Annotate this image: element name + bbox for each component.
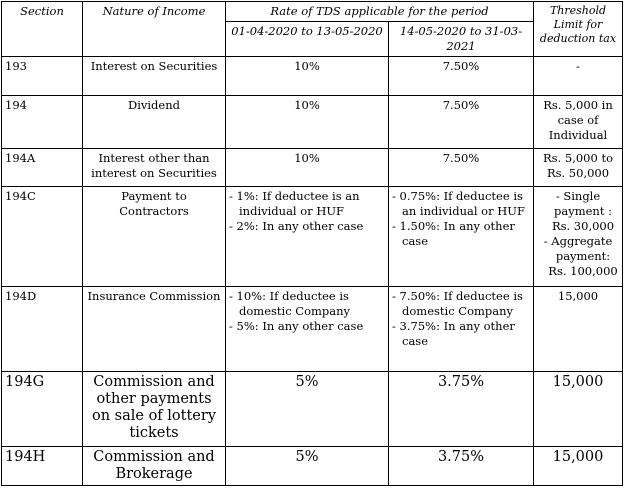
rate1-cell: 10% (226, 149, 389, 187)
table-row (2, 187, 623, 287)
threshold-cell: Rs. 5,000 in case of Individual (534, 96, 623, 149)
header-period-1: 01-04-2020 to 13-05-2020 (226, 22, 389, 57)
table-row (2, 287, 623, 372)
nature-cell: Interest on Securities (83, 57, 226, 96)
header-nature-of-income: Nature of Income (83, 2, 226, 57)
threshold-cell: 15,000 (534, 372, 623, 447)
threshold-cell: - (534, 57, 623, 96)
tds-rate-table (1, 1, 623, 486)
table-row (2, 372, 623, 447)
rate1-cell (226, 187, 389, 287)
section-cell: 194C (2, 187, 83, 287)
threshold-cell: 15,000 (534, 287, 623, 372)
rate-condition: - 7.50%: If deductee is domestic Company (392, 289, 523, 318)
rate2-cell: 7.50% (389, 149, 534, 187)
rate-condition: - 3.75%: In any other case (392, 319, 515, 348)
threshold-cell: 15,000 (534, 447, 623, 486)
rate1-cell: 5% (226, 372, 389, 447)
nature-cell: Dividend (83, 96, 226, 149)
rate-condition: - 1.50%: In any other case (392, 219, 515, 248)
rate-condition: - 2%: In any other case (229, 219, 364, 233)
nature-cell: Payment to Contractors (83, 187, 226, 287)
header-period-2: 14-05-2020 to 31-03-2021 (389, 22, 534, 57)
nature-cell: Interest other than interest on Securities (83, 149, 226, 187)
rate-condition: - 0.75%: If deductee is an individual or HUF (392, 189, 525, 218)
rate-condition: - 5%: In any other case (229, 319, 364, 333)
rate1-cell (226, 287, 389, 372)
threshold-condition: - Single payment : Rs. 30,000 (551, 189, 615, 233)
threshold-condition: - Aggregate payment: Rs. 100,000 (543, 234, 618, 278)
section-cell: 194 (2, 96, 83, 149)
nature-cell: Commission and Brokerage (83, 447, 226, 486)
rate-condition: - 1%: If deductee is an individual or HUF (229, 189, 360, 218)
rate2-cell: 7.50% (389, 96, 534, 149)
section-cell: 194G (2, 372, 83, 447)
table-row (2, 57, 623, 96)
rate2-cell: 3.75% (389, 372, 534, 447)
nature-cell: Insurance Commission (83, 287, 226, 372)
section-cell: 193 (2, 57, 83, 96)
nature-cell: Commission and other payments on sale of lottery tickets (83, 372, 226, 447)
header-section: Section (2, 2, 83, 57)
rate2-cell (389, 287, 534, 372)
table-row (2, 96, 623, 149)
header-rate-of-tds: Rate of TDS applicable for the period (226, 2, 534, 22)
table-row (2, 149, 623, 187)
rate2-cell (389, 187, 534, 287)
table-row (2, 447, 623, 486)
rate2-cell: 7.50% (389, 57, 534, 96)
section-cell: 194A (2, 149, 83, 187)
rate1-cell: 10% (226, 96, 389, 149)
rate2-cell: 3.75% (389, 447, 534, 486)
header-threshold-limit: Threshold Limit for deduction tax (534, 2, 623, 57)
threshold-cell: Rs. 5,000 to Rs. 50,000 (534, 149, 623, 187)
rate-condition: - 10%: If deductee is domestic Company (229, 289, 351, 318)
section-cell: 194D (2, 287, 83, 372)
section-cell: 194H (2, 447, 83, 486)
rate1-cell: 5% (226, 447, 389, 486)
threshold-cell (534, 187, 623, 287)
rate1-cell: 10% (226, 57, 389, 96)
